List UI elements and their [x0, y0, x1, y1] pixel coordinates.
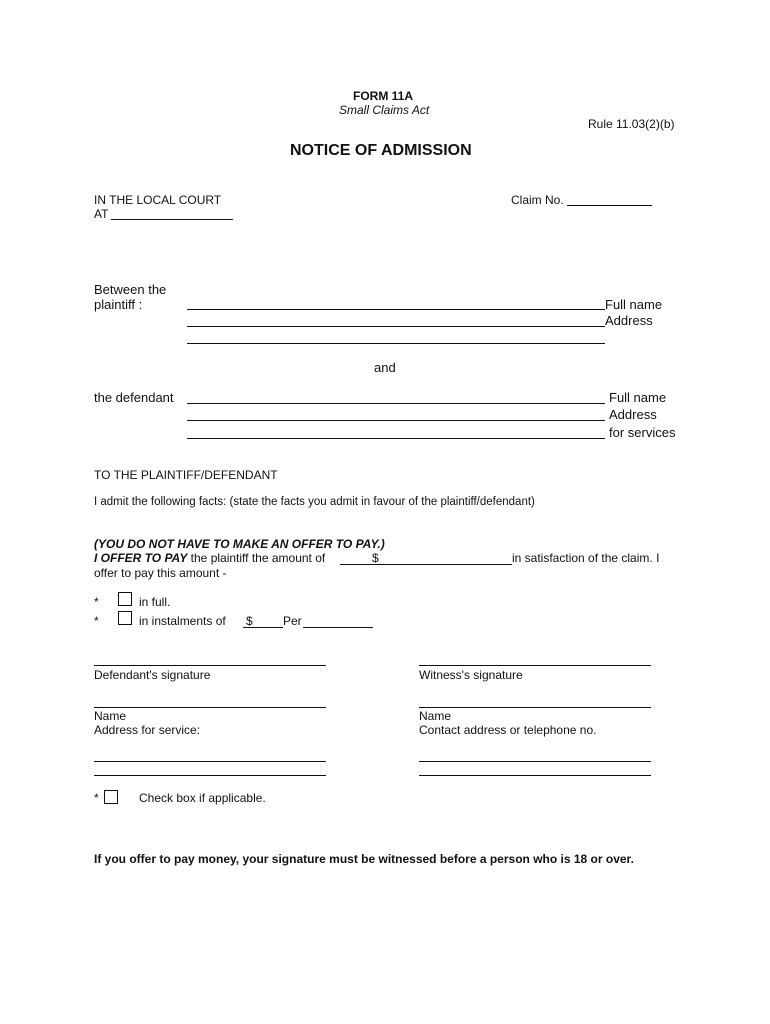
defendant-name-field[interactable] — [94, 707, 326, 708]
plaintiff-address-field-2[interactable] — [187, 343, 605, 344]
defendant-services-label: for services — [609, 425, 676, 440]
in-full-label: in full. — [139, 595, 171, 609]
rule-reference: Rule 11.03(2)(b) — [588, 117, 675, 131]
contact-address-label: Contact address or telephone no. — [419, 723, 597, 737]
page-title: NOTICE OF ADMISSION — [290, 142, 472, 159]
instalment-dollar: $ — [246, 614, 253, 628]
plaintiff-full-name-label: Full name — [605, 297, 663, 312]
instalments-label: in instalments of — [139, 614, 226, 628]
claim-number-label: Claim No. — [511, 193, 564, 207]
check-note: Check box if applicable. — [139, 791, 266, 805]
defendant-address-line-1[interactable] — [94, 761, 326, 762]
offer-line — [94, 551, 325, 565]
defendant-address-line-2[interactable] — [94, 775, 326, 776]
defendant-signature-field[interactable] — [94, 665, 326, 666]
offer-line2: offer to pay this amount - — [94, 566, 227, 580]
witness-name-field[interactable] — [419, 707, 651, 708]
offer-text: the plaintiff the amount of — [187, 551, 326, 565]
star-marker: * — [94, 595, 99, 609]
admit-line: I admit the following facts: (state the facts you admit in favour of the plaintiff/defendant) — [94, 496, 535, 508]
court-line2: AT — [94, 207, 109, 221]
witness-signature-label: Witness's signature — [419, 668, 523, 682]
and-label: and — [374, 360, 396, 375]
witness-signature-field[interactable] — [419, 665, 651, 666]
instalment-period-field[interactable] — [303, 627, 373, 628]
star-marker: * — [94, 791, 99, 805]
witness-name-label: Name — [419, 709, 452, 723]
address-service-label: Address for service: — [94, 723, 201, 737]
defendant-full-name-label: Full name — [609, 390, 667, 405]
plaintiff-name-field[interactable] — [187, 309, 605, 310]
in-full-checkbox[interactable] — [118, 592, 132, 606]
defendant-name-label: Name — [94, 709, 127, 723]
per-label: Per — [283, 614, 302, 628]
witness-contact-line-1[interactable] — [419, 761, 651, 762]
plaintiff-address-field[interactable] — [187, 326, 605, 327]
to-line: TO THE PLAINTIFF/DEFENDANT — [94, 468, 278, 482]
defendant-label: the defendant — [94, 390, 174, 405]
act-name: Small Claims Act — [339, 103, 430, 117]
applicable-checkbox[interactable] — [104, 790, 118, 804]
defendant-address-field[interactable] — [187, 420, 605, 421]
witness-contact-line-2[interactable] — [419, 775, 651, 776]
instalment-amount-field[interactable] — [243, 627, 283, 628]
defendant-services-field[interactable] — [187, 438, 605, 439]
plaintiff-address-label: Address — [605, 313, 653, 328]
between-label: Between the — [94, 282, 167, 297]
court-location-field[interactable] — [111, 219, 233, 220]
star-marker: * — [94, 614, 99, 628]
form-number: FORM 11A — [353, 89, 414, 103]
defendant-signature-label: Defendant's signature — [94, 668, 211, 682]
instalments-checkbox[interactable] — [118, 611, 132, 625]
witness-warning: If you offer to pay money, your signature must be witnessed before a person who is 18 or over. — [94, 852, 634, 866]
offer-satisfaction: in satisfaction of the claim. I — [512, 551, 660, 565]
plaintiff-label: plaintiff : — [94, 297, 143, 312]
offer-amount-field[interactable] — [340, 564, 512, 565]
defendant-address-label: Address — [609, 407, 657, 422]
defendant-name-field[interactable] — [187, 403, 605, 404]
no-offer-notice: (YOU DO NOT HAVE TO MAKE AN OFFER TO PAY.) — [94, 537, 385, 551]
offer-dollar: $ — [372, 551, 379, 565]
court-line1: IN THE LOCAL COURT — [94, 193, 222, 207]
offer-bold: I OFFER TO PAY — [94, 551, 188, 565]
claim-number-field[interactable] — [567, 205, 652, 206]
